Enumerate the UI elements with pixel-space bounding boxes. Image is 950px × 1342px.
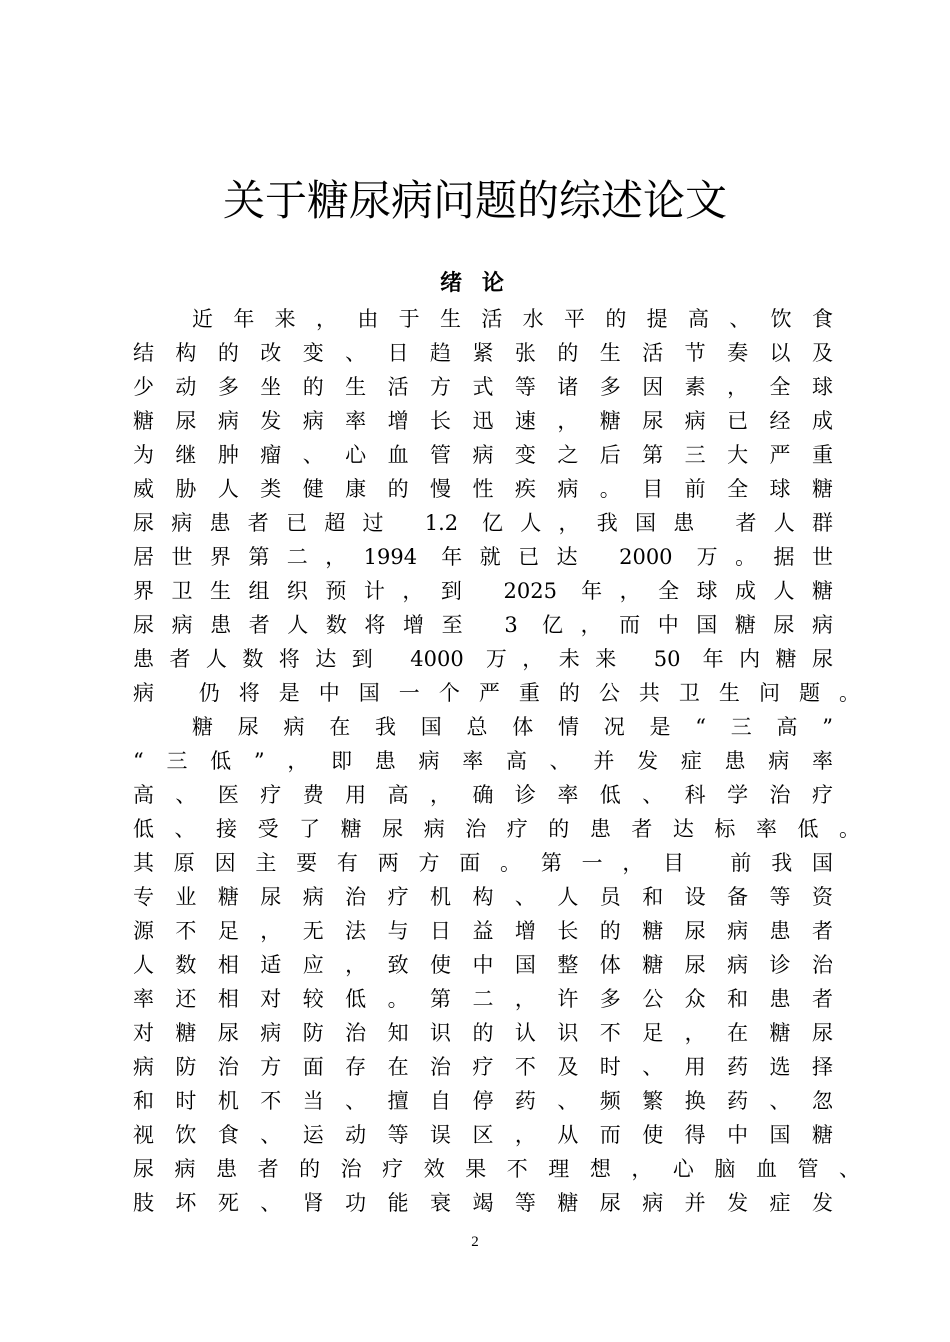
text-line: 为继肿瘤、心血管病变之后第三大严重 [133, 443, 833, 467]
text-line: 和时机不当、擅自停药、频繁换药、忽 [133, 1089, 833, 1113]
text-line: 其原因主要有两方面。第一，目 前我国 [133, 851, 833, 875]
document-title: 关于糖尿病问题的综述论文 [222, 176, 727, 225]
section-heading: 绪 论 [440, 271, 510, 296]
text-line: 尿病患者已超过 1.2 亿人，我国患 者人群 [133, 511, 833, 535]
text-line: 病 仍将是中国一个严重的公共卫生问题。 [133, 681, 860, 705]
text-line: 尿病患者人数将增至 3 亿，而中国糖尿病 [133, 613, 833, 637]
text-line: 居世界第二，1994 年就已达 2000 万。据世 [133, 545, 833, 569]
text-line: 尿病患者的治疗效果不理想，心脑血管、 [133, 1157, 860, 1181]
text-line: 高、医疗费用高，确诊率低、科学治疗 [133, 783, 833, 807]
text-line: 对糖尿病防治知识的认识不足，在糖尿 [133, 1021, 833, 1045]
text-line: 低、接受了糖尿病治疗的患者达标率低。 [133, 817, 860, 841]
text-line: 威胁人类健康的慢性疾病。目前全球糖 [133, 477, 833, 501]
text-line: 结构的改变、日趋紧张的生活节奏以及 [133, 341, 833, 365]
page-number: 2 [471, 1234, 479, 1250]
text-line: 糖尿病发病率增长迅速，糖尿病已经成 [133, 409, 833, 433]
text-line: 人数相适应，致使中国整体糖尿病诊治 [133, 953, 833, 977]
text-line: 近年来，由于生活水平的提高、饮食 [192, 307, 833, 331]
text-line: “三低”，即患病率高、并发症患病率 [133, 749, 833, 773]
text-line: 率还相对较低。第二，许多公众和患者 [133, 987, 833, 1011]
text-line: 糖尿病在我国总体情况是“三高” [192, 715, 833, 739]
text-line: 界卫生组织预计，到 2025 年，全球成人糖 [133, 579, 833, 603]
text-line: 患者人数将达到 4000 万，未来 50 年内糖尿 [133, 647, 833, 671]
text-line: 视饮食、运动等误区，从而使得中国糖 [133, 1123, 833, 1147]
text-line: 肢坏死、肾功能衰竭等糖尿病并发症发 [133, 1191, 833, 1215]
text-line: 少动多坐的生活方式等诸多因素，全球 [133, 375, 833, 399]
text-line: 病防治方面存在治疗不及时、用药选择 [133, 1055, 833, 1079]
text-line: 专业糖尿病治疗机构、人员和设备等资 [133, 885, 833, 909]
body-text [133, 302, 860, 1220]
text-line: 源不足，无法与日益增长的糖尿病患者 [133, 919, 833, 943]
